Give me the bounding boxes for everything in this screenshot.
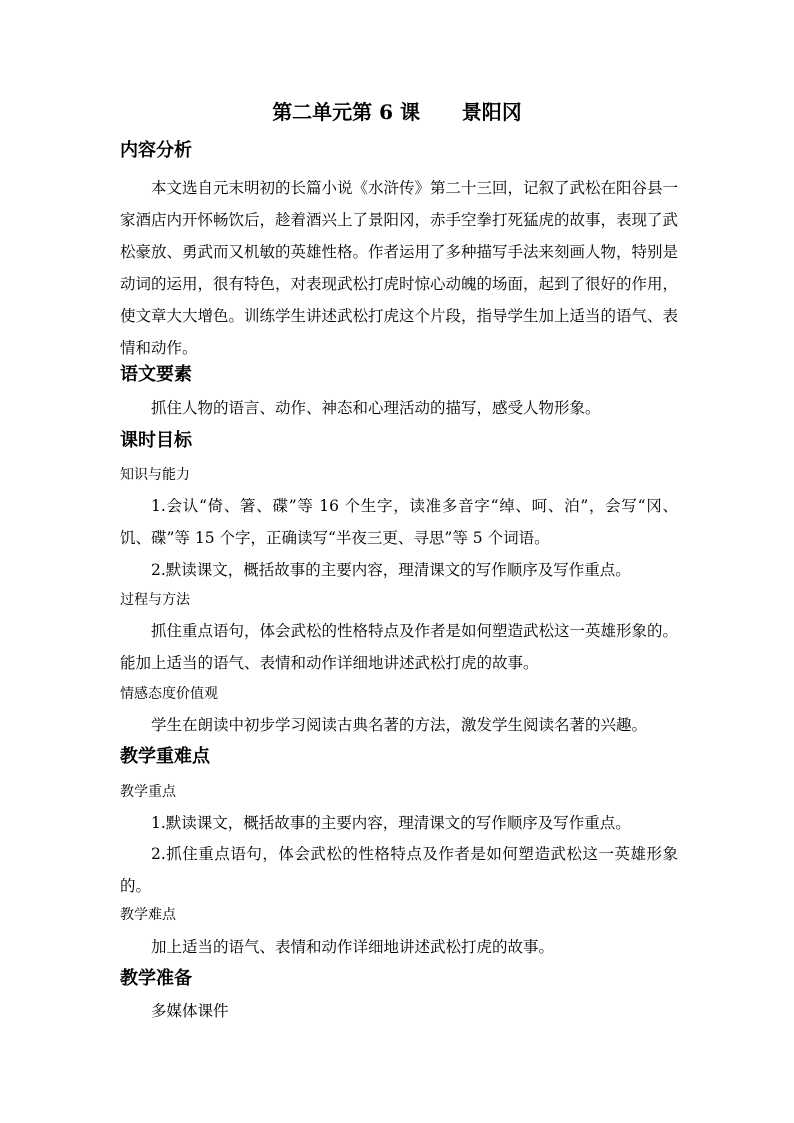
teaching-key-item-2: 2.抓住重点语句，体会武松的性格特点及作者是如何塑造武松这一英雄形象的。 [120,845,678,895]
process-method-text: 抓住重点语句，体会武松的性格特点及作者是如何塑造武松这一英雄形象的。能加上适当的语气、表情和动作详细地讲述武松打虎的故事。 [120,622,679,672]
emotion-values-text: 学生在朗读中初步学习阅读古典名著的方法，激发学生阅读名著的兴趣。 [151,716,648,734]
content-analysis-paragraph: 本文选自元末明初的长篇小说《水浒传》第二十三回，记叙了武松在阳谷县一家酒店内开怀畅饮后，趁着酒兴上了景阳冈，赤手空拳打死猛虎的故事，表现了武松豪放、勇武而又机敏的英雄性格。作者运用了多种描写手法来刻画人物，特别是动词的运用，很有特色，对表现武松打虎时惊心动魄的场面，起到了很好的作用，使文章大大增色。训练学生讲述武松打虎这个片段，指导学生加上适当的语气、表情和动作。 [120,179,679,357]
preparation-text: 多媒体课件 [151,1002,229,1020]
subheading-knowledge-ability: 知识与能力 [120,467,190,483]
heading-preparation: 教学准备 [120,968,192,989]
knowledge-item-2: 2.默读课文，概括故事的主要内容，理清课文的写作顺序及写作重点。 [151,561,631,579]
heading-language-elements: 语文要素 [120,364,192,385]
subheading-teaching-key: 教学重点 [120,784,176,800]
teaching-difficult-text: 加上适当的语气、表情和动作详细地讲述武松打虎的故事。 [151,938,555,956]
subheading-emotion-values: 情感态度价值观 [120,686,218,702]
teaching-key-item-1: 1.默读课文，概括故事的主要内容，理清课文的写作顺序及写作重点。 [151,814,631,832]
subheading-teaching-difficult: 教学难点 [120,907,176,923]
subheading-process-method: 过程与方法 [120,592,190,608]
heading-lesson-goals: 课时目标 [120,430,192,451]
knowledge-item-1: 1.会认“倚、箸、碟”等 16 个生字，读准多音字“绰、呵、泊”，会写“冈、饥、碟”等 15 个字，正确读写“半夜三更、寻思”等 5 个词语。 [120,497,678,547]
heading-key-difficult: 教学重难点 [120,746,210,767]
language-elements-text: 抓住人物的语言、动作、神态和心理活动的描写，感受人物形象。 [151,399,601,417]
heading-content-analysis: 内容分析 [120,140,192,161]
document-title: 第二单元第 6 课 景阳冈 [272,100,522,124]
